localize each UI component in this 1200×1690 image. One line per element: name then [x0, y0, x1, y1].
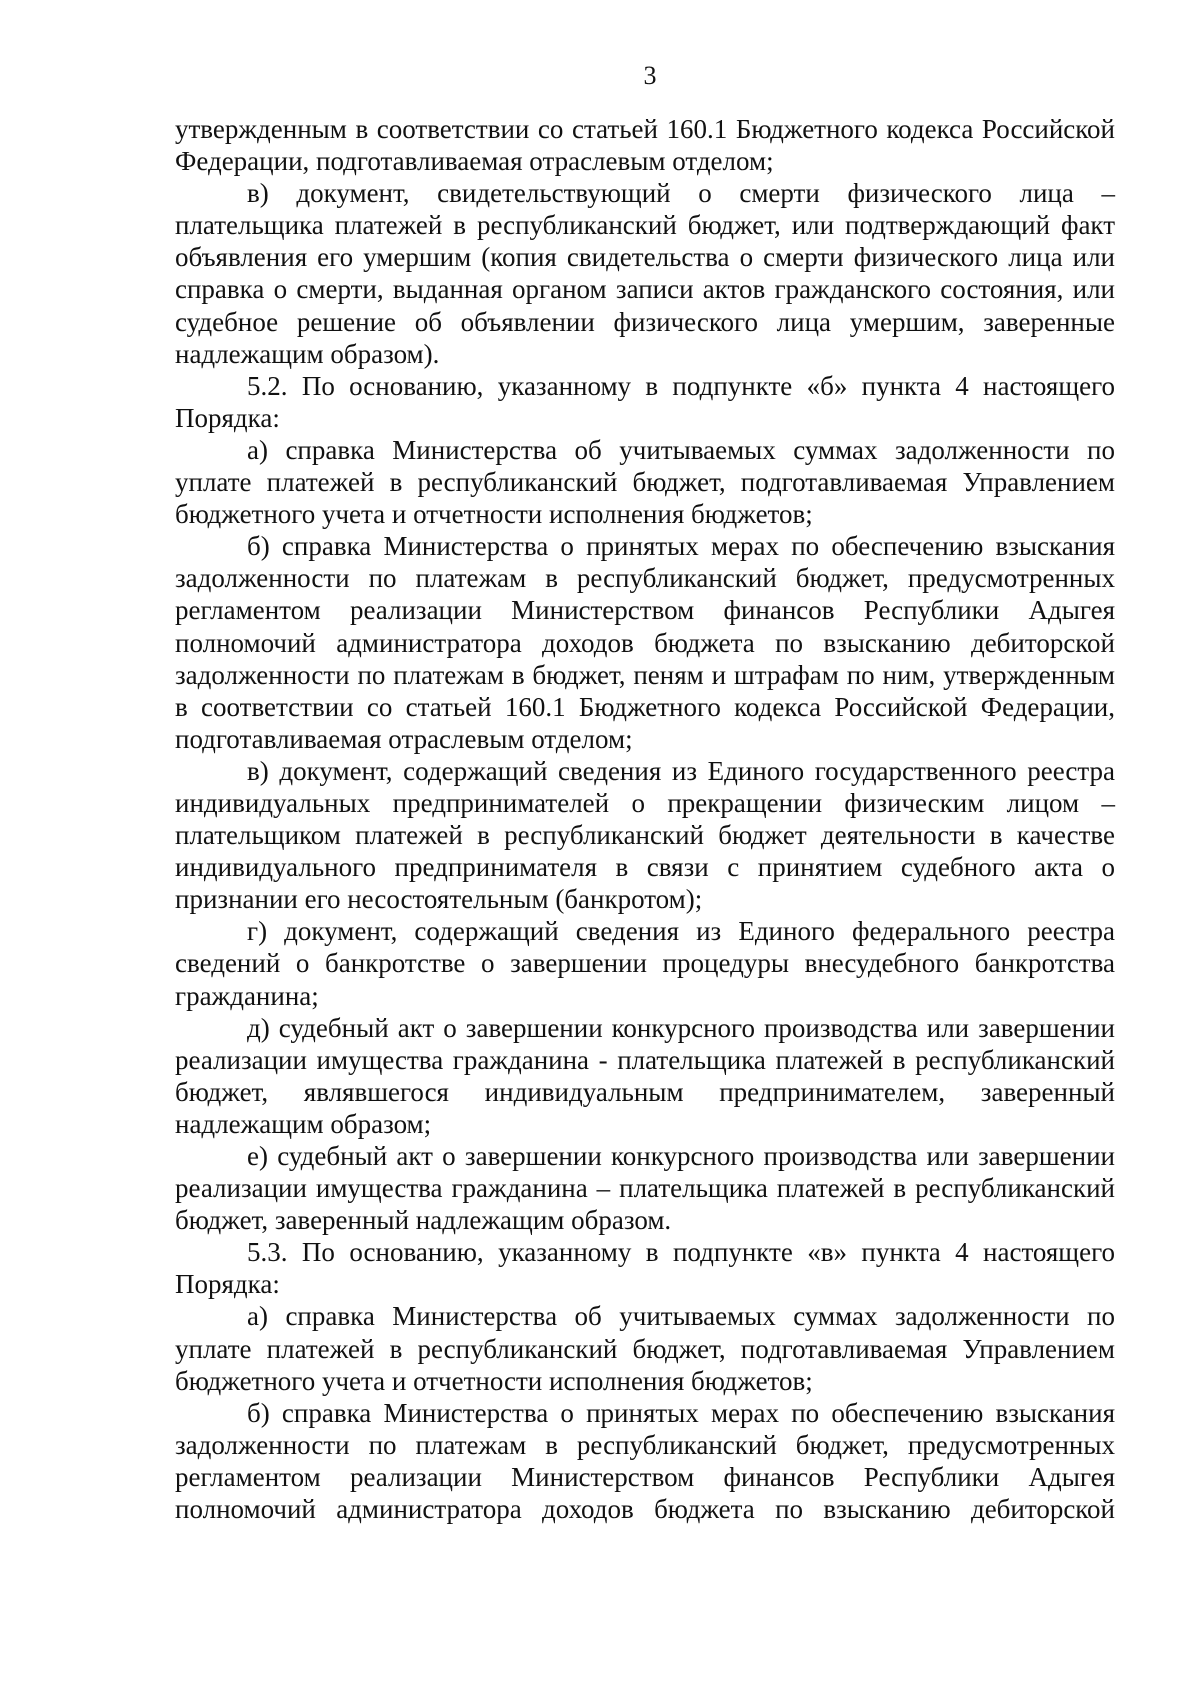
paragraph: а) справка Министерства об учитываемых суммах задолженности по уплате платежей в республиканский бюджет, подготавливаемая Управлением бюджетного учета и отчетности исполнения бюджетов; [175, 1301, 1115, 1396]
paragraph: б) справка Министерства о принятых мерах по обеспечению взыскания задолженности по платежам в республиканский бюджет, предусмотренных регламентом реализации Министерством финансов Республики Адыгея полномочий администратора доходов бюджета по взысканию дебиторской задолженности по платежам в бюджет, пеням и штрафам по ним, утвержденным в соответствии со статьей 160.1 Бюджетного кодекса Российской Федерации, подготавливаемая отраслевым отделом; [175, 531, 1115, 754]
document-body [175, 113, 1115, 1525]
paragraph: 5.3. По основанию, указанному в подпункте «в» пункта 4 настоящего Порядка: [175, 1237, 1115, 1300]
page-number: 3 [643, 61, 657, 90]
paragraph: е) судебный акт о завершении конкурсного производства или завершении реализации имущества гражданина – плательщика платежей в республиканский бюджет, заверенный надлежащим образом. [175, 1141, 1115, 1236]
paragraph: в) документ, свидетельствующий о смерти физического лица – плательщика платежей в республиканский бюджет, или подтверждающий факт объявления его умершим (копия свидетельства о смерти физического лица или справка о смерти, выданная органом записи актов гражданского состояния, или судебное решение об объявлении физического лица умершим, заверенные надлежащим образом). [175, 178, 1115, 369]
paragraph: д) судебный акт о завершении конкурсного производства или завершении реализации имущества гражданина - плательщика платежей в республиканский бюджет, являвшегося индивидуальным предпринимателем, заверенный надлежащим образом; [175, 1012, 1115, 1139]
paragraph: а) справка Министерства об учитываемых суммах задолженности по уплате платежей в республиканский бюджет, подготавливаемая Управлением бюджетного учета и отчетности исполнения бюджетов; [175, 434, 1115, 530]
paragraph: г) документ, содержащий сведения из Единого федерального реестра сведений о банкротстве о завершении процедуры внесудебного банкротства гражданина; [175, 916, 1115, 1011]
paragraph: 5.2. По основанию, указанному в подпункте «б» пункта 4 настоящего Порядка: [175, 370, 1115, 433]
paragraph: утвержденным в соответствии со статьей 160.1 Бюджетного кодекса Российской Федерации, подготавливаемая отраслевым отделом; [175, 114, 1115, 177]
paragraph: в) документ, содержащий сведения из Единого государственного реестра индивидуальных предпринимателей о прекращении физическим лицом – плательщиком платежей в республиканский бюджет деятельности в качестве индивидуального предпринимателя в связи с принятием судебного акта о признании его несостоятельным (банкротом); [175, 755, 1115, 915]
paragraph: б) справка Министерства о принятых мерах по обеспечению взыскания задолженности по платежам в республиканский бюджет, предусмотренных регламентом реализации Министерством финансов Республики Адыгея полномочий администратора доходов бюджета по взысканию дебиторской [175, 1397, 1115, 1525]
